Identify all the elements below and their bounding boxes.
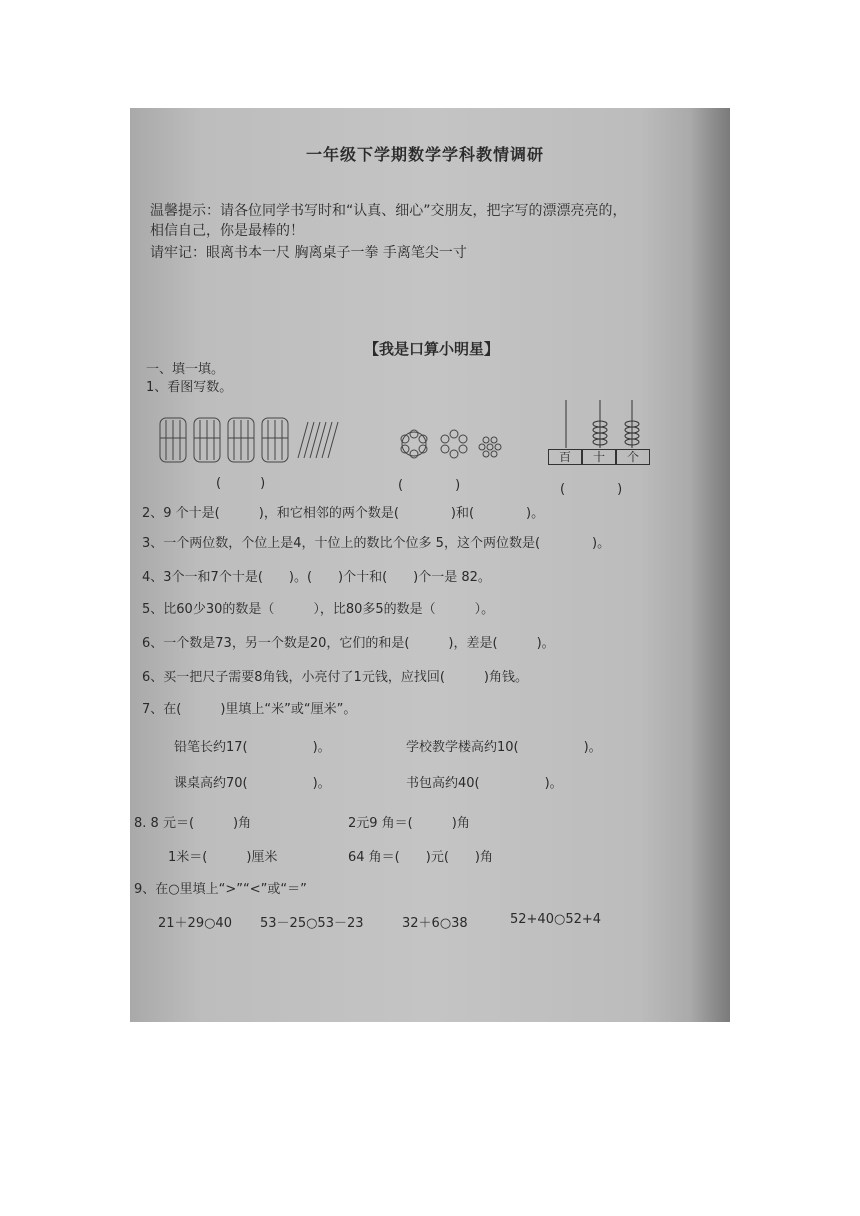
q7-pencil: 铅笔长约17( )。 xyxy=(174,740,331,755)
question-6: 6、一个数是73，另一个数是20，它们的和是( )，差是( )。 xyxy=(142,636,555,651)
part-1-heading: 一、填一填。 xyxy=(146,362,225,377)
question-9: 9、在○里填上“>”“<”或“＝” xyxy=(134,882,307,897)
q9-compare-3: 32＋6○38 xyxy=(402,916,468,931)
q7-building: 学校教学楼高约10( )。 xyxy=(406,740,602,755)
tips-line-1: 温馨提示：请各位同学书写时和“认真、细心”交朋友，把字写的漂漂亮亮的， xyxy=(150,203,627,219)
q8-yuan-to-jiao: 8. 8 元＝( )角 xyxy=(134,816,252,831)
abacus-label-hundreds: 百 xyxy=(548,449,582,465)
stick-bundles-figure xyxy=(156,408,356,468)
q7-schoolbag: 书包高约40( )。 xyxy=(406,776,563,791)
question-3: 3、一个两位数，个位上是4，十位上的数比个位多 5，这个两位数是( )。 xyxy=(142,536,611,551)
page-title: 一年级下学期数学学科教情调研 xyxy=(306,145,545,164)
question-2: 2、9 个十是( )，和它相邻的两个数是( )和( )。 xyxy=(142,506,545,521)
exam-sheet xyxy=(130,108,730,1022)
page-shadow xyxy=(690,108,730,1022)
q8-meter-to-cm: 1米＝( )厘米 xyxy=(168,850,278,865)
q9-compare-2: 53－25○53－23 xyxy=(260,916,364,931)
abacus-label-tens: 十 xyxy=(582,449,616,465)
abacus-figure xyxy=(546,398,650,450)
answer-blank-2[interactable]: ( ) xyxy=(398,478,461,493)
tips-line-3: 请牢记：眼离书本一尺 胸离桌子一拳 手离笔尖一寸 xyxy=(150,245,467,261)
question-6b: 6、买一把尺子需要8角钱，小亮付了1元钱，应找回( )角钱。 xyxy=(142,670,528,685)
question-4: 4、3个一和7个十是( )。( )个十和( )个一是 82。 xyxy=(142,570,491,585)
q9-compare-1: 21＋29○40 xyxy=(158,916,232,931)
q8-jiao-to-yuan: 64 角＝( )元( )角 xyxy=(348,850,493,865)
tips-line-2: 相信自己，你是最棒的！ xyxy=(150,223,304,239)
q8-yuan-jiao-to-jiao: 2元9 角＝( )角 xyxy=(348,816,470,831)
abacus-label-ones: 个 xyxy=(616,449,650,465)
q9-compare-4: 52+40○52+4 xyxy=(510,912,602,927)
question-7: 7、在( )里填上“米”或“厘米”。 xyxy=(142,702,357,717)
q7-desk: 课桌高约70( )。 xyxy=(174,776,331,791)
question-1-text: 1、看图写数。 xyxy=(146,380,233,395)
question-5: 5、比60少30的数是（ ），比80多5的数是（ ）。 xyxy=(142,602,495,617)
section-header: 【我是口算小明星】 xyxy=(364,340,500,358)
answer-blank-3[interactable]: ( ) xyxy=(560,482,623,497)
bead-groups-figure xyxy=(396,426,508,462)
answer-blank-1[interactable]: ( ) xyxy=(216,476,266,491)
